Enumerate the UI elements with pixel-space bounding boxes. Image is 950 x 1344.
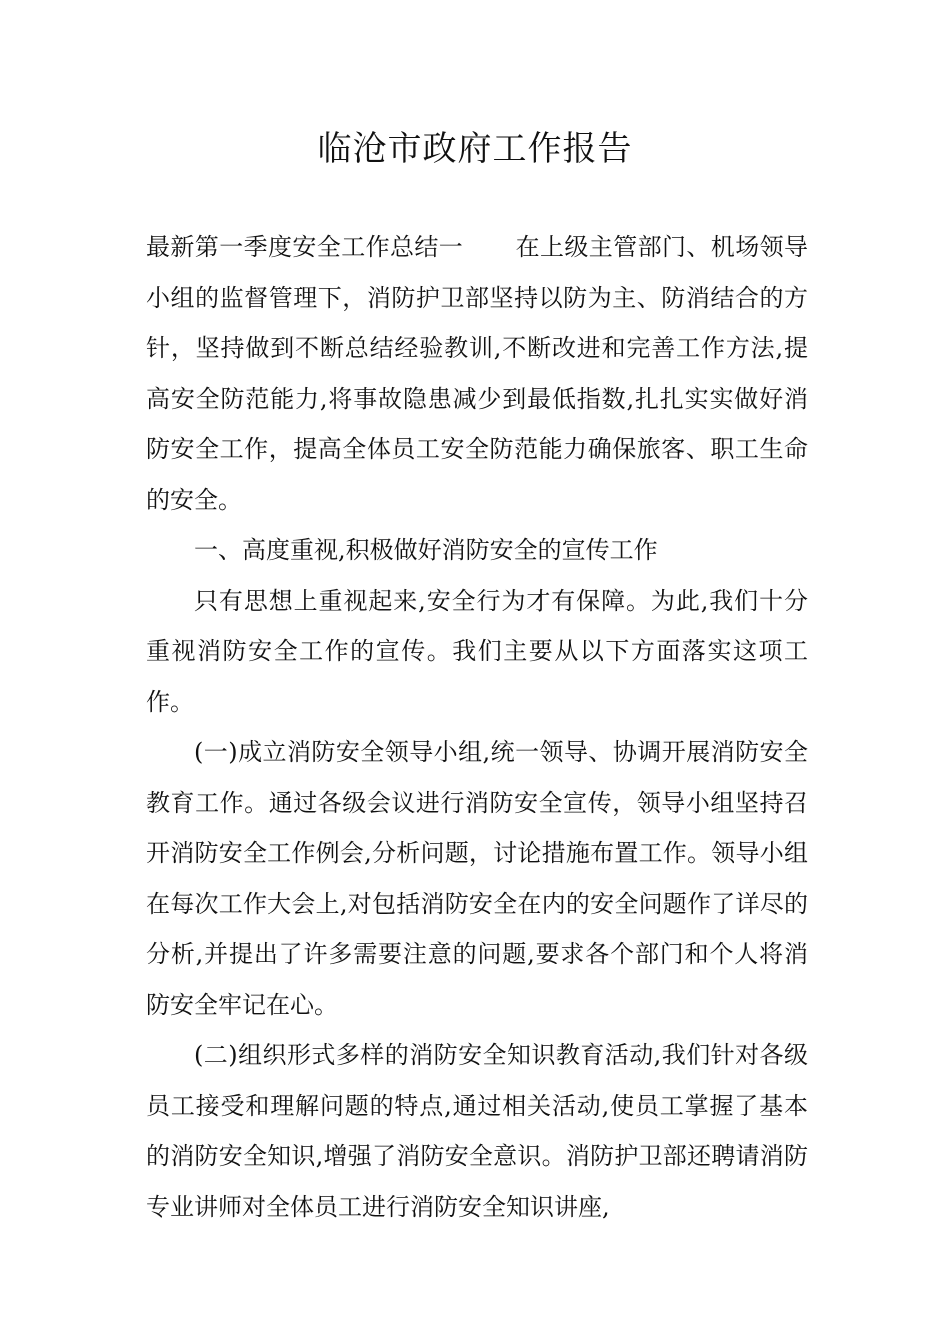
paragraph-intro [146, 222, 808, 525]
paragraph: (一)成立消防安全领导小组,统一领导、协调开展消防安全教育工作。通过各级会议进行消防安全宣传，领导小组坚持召开消防安全工作例会,分析问题，讨论措施布置工作。领导小组在每次工作大会上,对包括消防安全在内的安全问题作了详尽的分析,并提出了许多需要注意的问题,要求各个部门和个人将消防安全牢记在心。 [146, 738, 808, 1019]
paragraph: (二)组织形式多样的消防安全知识教育活动,我们针对各级员工接受和理解问题的特点,通过相关活动,使员工掌握了基本的消防安全知识,增强了消防安全意识。消防护卫部还聘请消防专业讲师对全体员工进行消防安全知识讲座, [146, 1041, 808, 1221]
page-title: 临沧市政府工作报告 [317, 129, 633, 169]
document-body [146, 222, 808, 1232]
paragraph-lead: 最新第一季度安全工作总结一 [146, 233, 464, 261]
paragraph: 只有思想上重视起来,安全行为才有保障。为此,我们十分重视消防安全工作的宣传。我们主要从以下方面落实这项工作。 [146, 586, 808, 716]
paragraph-text: 在上级主管部门、机场领导小组的监督管理下，消防护卫部坚持以防为主、防消结合的方针，坚持做到不断总结经验教训,不断改进和完善工作方法,提高安全防范能力,将事故隐患减少到最低指数,扎扎实实做好消防安全工作，提高全体员工安全防范能力确保旅客、职工生命的安全。 [146, 233, 809, 514]
section-heading: 一、高度重视,积极做好消防安全的宣传工作 [194, 536, 658, 564]
